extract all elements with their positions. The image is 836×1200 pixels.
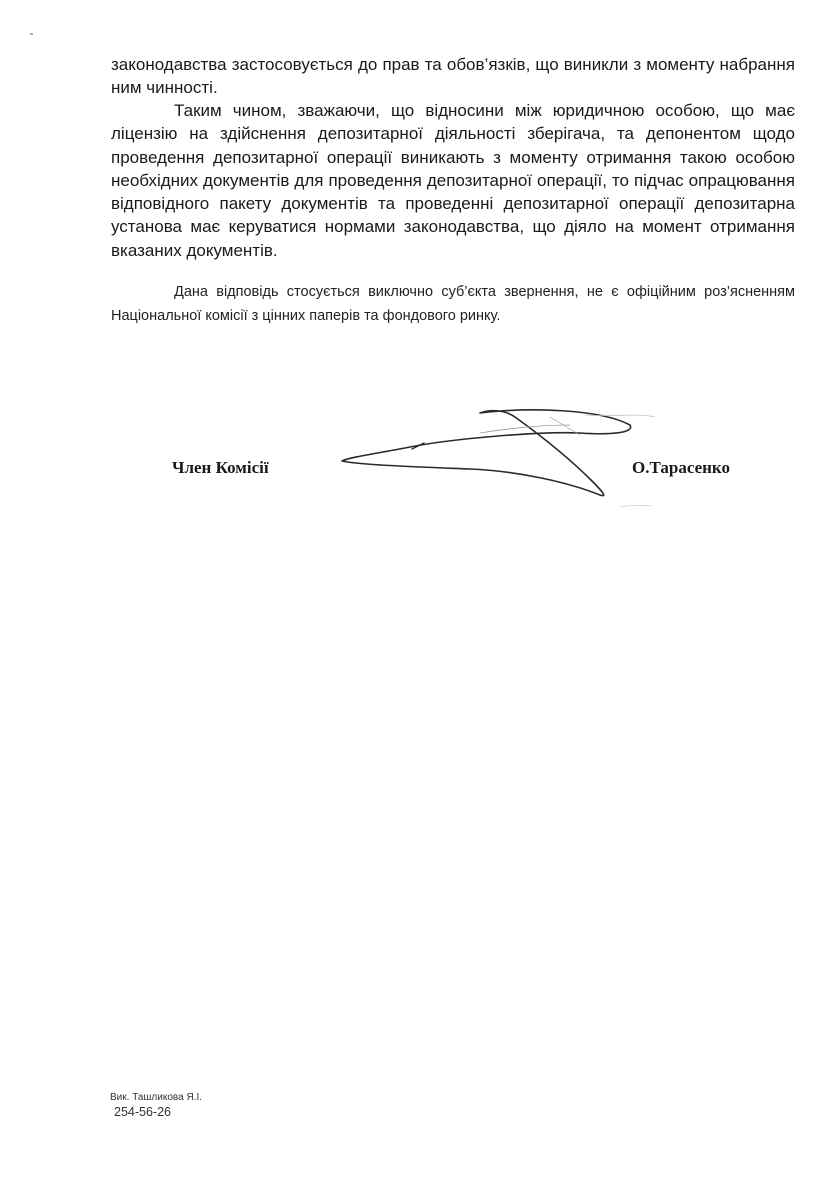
signatory-name: О.Тарасенко xyxy=(632,458,731,477)
scan-speck xyxy=(30,33,33,35)
executor-phone: 254-56-26 xyxy=(114,1105,171,1119)
handwritten-signature xyxy=(330,395,670,515)
signatory-position: Член Комісії xyxy=(172,458,269,477)
executor-name: Вик. Ташликова Я.І. xyxy=(110,1092,202,1103)
disclaimer-text: Дана відповідь стосується виключно суб’єкта звернення, не є офіційним роз’ясненням Національної комісії з цінних паперів та фондового ринку. xyxy=(111,284,795,324)
paragraph-1: законодавства застосовується до прав та обов’язків, що виникли з моменту набрання ним чинності. xyxy=(111,55,795,98)
paragraph-2: Таким чином, зважаючи, що відносини між юридичною особою, що має ліцензію на здійснення депозитарної діяльності зберігача, та депонентом щодо проведення депозитарної операції виникають з моменту отримання такою особою необхідних документів для проведення депозитарної операції, то підчас опрацювання відповідного пакету документів та проведенні депозитарної операції депозитарна установа має керуватися нормами законодавства, що діяло на момент отримання вказаних документів. xyxy=(111,101,795,260)
